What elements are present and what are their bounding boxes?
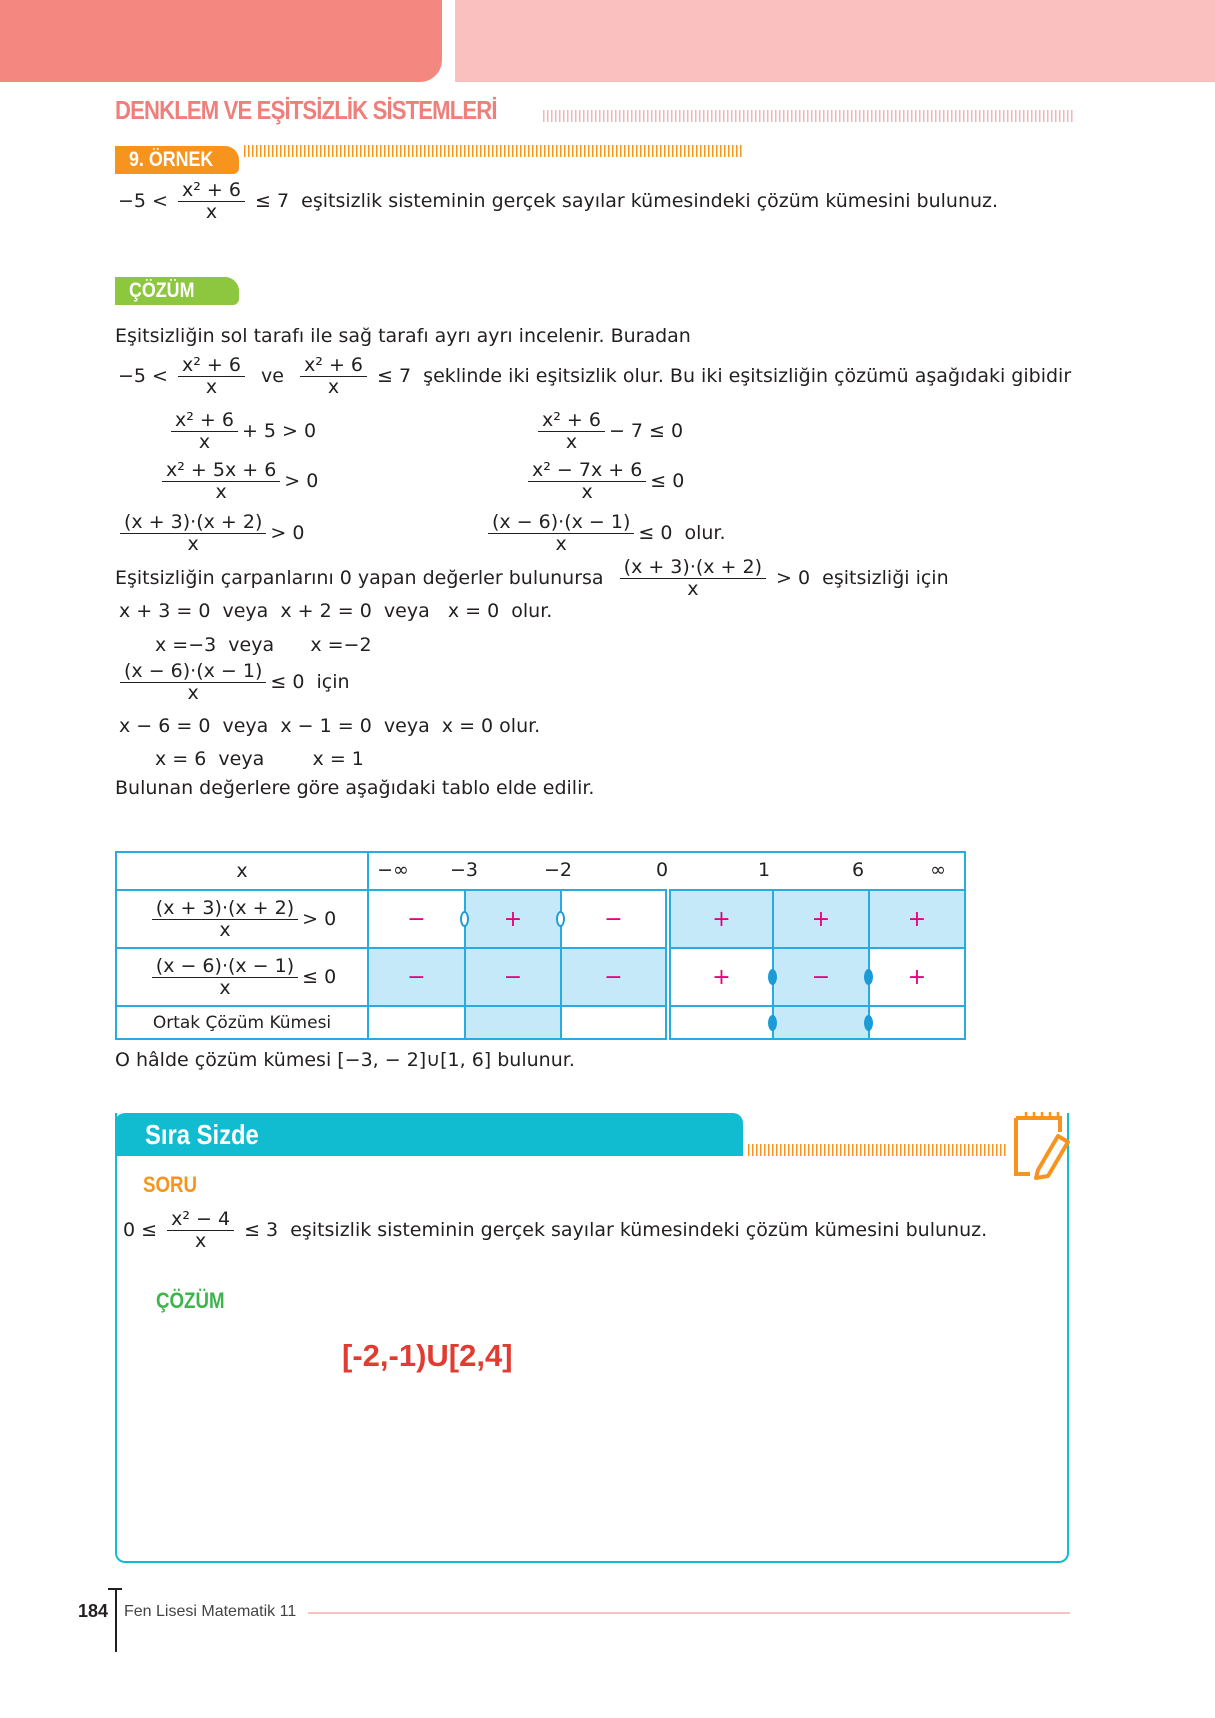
title-dotted-rule — [543, 110, 1073, 122]
table-header-row — [116, 852, 965, 890]
interval-cell — [561, 1006, 668, 1039]
fraction — [528, 460, 646, 503]
interval-cell — [368, 948, 465, 1006]
fraction-numerator: x² + 6 — [171, 410, 238, 432]
relation: ≤ 0 — [302, 965, 337, 988]
fraction-numerator: (x − 6)·(x − 1) — [152, 956, 298, 978]
interval-cell — [668, 948, 773, 1006]
fraction-numerator: (x + 3)·(x + 2) — [620, 557, 766, 579]
fraction-numerator: (x − 6)·(x − 1) — [120, 661, 266, 683]
relation: > 0 — [302, 907, 337, 930]
header-band-light — [455, 0, 1215, 82]
boundary-point-label: 1 — [757, 859, 771, 881]
table-intro — [115, 777, 594, 799]
fraction-denominator: x — [187, 681, 199, 704]
math-text: 0 ≤ — [123, 1219, 164, 1242]
interval-cell — [668, 1006, 773, 1039]
boundary-point-label: 0 — [655, 859, 669, 881]
boundary-point-label: ∞ — [930, 859, 946, 881]
fraction — [488, 512, 634, 555]
fraction-numerator: x² − 7x + 6 — [528, 460, 646, 482]
left-step-2 — [158, 460, 318, 503]
interval-cell — [561, 948, 668, 1006]
example-badge — [115, 146, 239, 174]
header-gap — [442, 0, 455, 82]
right-step-2 — [524, 460, 684, 503]
fraction-denominator: x — [215, 480, 227, 503]
math-text: Bulunan değerlere göre aşağıdaki tablo elde edilir. — [115, 777, 595, 799]
left-step-3 — [116, 512, 304, 555]
sign-minus: − — [503, 964, 523, 990]
interval-cell — [773, 890, 869, 948]
interval-cell — [561, 890, 668, 948]
fraction-denominator: x — [219, 976, 231, 999]
fraction — [120, 661, 266, 704]
boundary-point-label: 6 — [851, 859, 865, 881]
math-text: > 0 — [270, 522, 305, 545]
sira-dotted-rule — [748, 1144, 1006, 1156]
fraction — [152, 898, 298, 941]
left-step-1 — [167, 410, 316, 453]
sira-solution-label: ÇÖZÜM — [156, 1288, 225, 1313]
math-text: ≤ 0 — [650, 470, 685, 493]
math-text: −5 < — [118, 365, 175, 388]
boundary-point-label: −∞ — [377, 859, 409, 881]
fraction-numerator: x² + 6 — [178, 180, 245, 202]
boundary-point-label: −2 — [543, 859, 573, 881]
roots2-line-2 — [155, 748, 364, 770]
math-text: x = 6 veya x = 1 — [155, 748, 364, 770]
fraction — [178, 355, 245, 398]
roots-line-2 — [155, 634, 372, 656]
interval-cell — [465, 1006, 561, 1039]
fraction — [620, 557, 766, 600]
math-text: x − 6 = 0 veya x − 1 = 0 veya x = 0 olur. — [119, 715, 541, 737]
footer-tick — [108, 1588, 122, 1590]
page-number: 184 — [78, 1601, 109, 1621]
sign-plus: + — [811, 906, 831, 932]
interval-cell — [773, 1006, 869, 1039]
fraction-numerator: x² + 6 — [178, 355, 245, 377]
boundary-point-label: −3 — [449, 859, 479, 881]
interval-cell — [773, 948, 869, 1006]
interval-cell — [869, 948, 965, 1006]
section-title: DENKLEM VE EŞİTSİZLİK SİSTEMLERİ — [115, 95, 497, 125]
fraction-denominator: x — [687, 577, 699, 600]
fraction-numerator: x² + 6 — [538, 410, 605, 432]
math-text: ≤ 0 olur. — [638, 522, 726, 545]
math-text: ≤ 7 şeklinde iki eşitsizlik olur. Bu iki eşitsizliğin çözümü aşağıdaki gibidir — [371, 365, 1072, 388]
interval-cell — [668, 890, 773, 948]
sign-minus: − — [407, 906, 426, 932]
fraction — [178, 180, 245, 223]
fraction — [162, 460, 280, 503]
filled-endpoint-marker — [864, 1015, 873, 1031]
solution-badge-label: ÇÖZÜM — [129, 279, 195, 302]
math-text: ve — [248, 365, 297, 388]
notepad-pencil-icon — [1010, 1110, 1074, 1180]
math-text: x + 3 = 0 veya x + 2 = 0 veya x = 0 olur. — [119, 600, 553, 622]
sign-plus: + — [712, 906, 731, 932]
sign-plus: + — [503, 906, 523, 932]
sign-plus: + — [712, 964, 731, 990]
fraction-denominator: x — [205, 200, 218, 223]
fraction-denominator: x — [198, 430, 211, 453]
fraction — [167, 1209, 234, 1252]
sign-minus: − — [811, 964, 831, 990]
table-row — [116, 1006, 965, 1039]
question-label: SORU — [143, 1172, 198, 1197]
sign-table — [115, 851, 966, 1040]
fraction-denominator: x — [565, 430, 578, 453]
handwritten-answer: [-2,-1)U[2,4] — [342, 1338, 513, 1373]
fraction-numerator: (x − 6)·(x − 1) — [488, 512, 634, 534]
row-label-cell — [116, 890, 368, 948]
filled-endpoint-marker — [768, 1015, 777, 1031]
filled-endpoint-marker — [864, 969, 873, 985]
fraction-denominator: x — [581, 480, 593, 503]
right-step-1 — [534, 410, 683, 453]
fraction-denominator: x — [555, 532, 567, 555]
math-text: Eşitsizliğin çarpanlarını 0 yapan değerler bulunursa — [115, 567, 616, 590]
book-title: Fen Lisesi Matematik 11 — [124, 1603, 297, 1620]
x-header-cell: x — [116, 852, 368, 890]
table-row — [116, 948, 965, 1006]
fraction-denominator: x — [327, 375, 340, 398]
sira-sizde-title: Sıra Sizde — [145, 1119, 259, 1150]
solution-split — [118, 355, 1071, 398]
math-text: + 5 > 0 — [241, 420, 317, 443]
fraction — [300, 355, 367, 398]
sira-sizde-header — [115, 1113, 743, 1156]
points-header-cell — [368, 852, 965, 890]
fraction-numerator: (x + 3)·(x + 2) — [152, 898, 298, 920]
example-dotted-rule — [244, 145, 744, 157]
sign-minus: − — [407, 964, 426, 990]
fraction — [538, 410, 605, 453]
roots2-intro — [116, 661, 350, 704]
fraction — [171, 410, 238, 453]
fraction-denominator: x — [205, 375, 218, 398]
footer-divider — [115, 1588, 117, 1652]
interval-cell — [368, 890, 465, 948]
table-row — [116, 890, 965, 948]
sign-minus: − — [604, 906, 623, 932]
fraction-denominator: x — [187, 532, 199, 555]
example-problem — [118, 180, 998, 223]
sira-question — [123, 1209, 987, 1252]
conclusion — [115, 1049, 575, 1071]
interval-cell — [368, 1006, 465, 1039]
math-text: Eşitsizliğin sol tarafı ile sağ tarafı ayrı ayrı incelenir. Buradan — [115, 325, 691, 347]
row-label-cell — [116, 948, 368, 1006]
sign-plus: + — [907, 906, 927, 932]
sira-sizde-box — [115, 1113, 1069, 1563]
row-label: Ortak Çözüm Kümesi — [152, 1012, 332, 1033]
math-text: O hâlde çözüm kümesi [−3, − 2]∪[1, 6] bulunur. — [115, 1049, 575, 1071]
sign-minus: − — [604, 964, 623, 990]
footer-rule — [308, 1612, 1070, 1614]
sign-plus: + — [907, 964, 927, 990]
interval-cell — [465, 890, 561, 948]
fraction-numerator: x² + 5x + 6 — [162, 460, 280, 482]
example-badge-label: 9. ÖRNEK — [129, 148, 214, 171]
math-text: x =−3 veya x =−2 — [155, 634, 372, 656]
fraction-numerator: x² − 4 — [167, 1209, 234, 1231]
row-label-cell — [116, 1006, 368, 1039]
solution-badge — [115, 277, 239, 305]
open-endpoint-marker — [556, 911, 565, 927]
math-text: ≤ 7 eşitsizlik sisteminin gerçek sayılar kümesindeki çözüm kümesini bulunuz. — [248, 190, 999, 213]
open-endpoint-marker — [460, 911, 469, 927]
right-step-3 — [484, 512, 726, 555]
interval-cell — [465, 948, 561, 1006]
math-text: > 0 eşitsizliği için — [770, 567, 949, 590]
math-text: ≤ 3 eşitsizlik sisteminin gerçek sayılar kümesindeki çözüm kümesini bulunuz. — [238, 1219, 988, 1242]
fraction — [152, 956, 298, 999]
fraction-numerator: (x + 3)·(x + 2) — [120, 512, 266, 534]
roots-intro — [115, 557, 949, 600]
math-text: > 0 — [284, 470, 319, 493]
fraction-numerator: x² + 6 — [300, 355, 367, 377]
header-band-dark — [0, 0, 442, 82]
interval-cell — [869, 1006, 965, 1039]
fraction-denominator: x — [194, 1229, 207, 1252]
interval-cell — [869, 890, 965, 948]
fraction — [120, 512, 266, 555]
filled-endpoint-marker — [768, 969, 777, 985]
math-text: ≤ 0 için — [270, 671, 350, 694]
roots-line-1 — [119, 600, 552, 622]
solution-intro — [115, 325, 691, 347]
fraction-denominator: x — [219, 918, 231, 941]
roots2-line-1 — [119, 715, 540, 737]
math-text: − 7 ≤ 0 — [608, 420, 684, 443]
math-text: −5 < — [118, 190, 175, 213]
